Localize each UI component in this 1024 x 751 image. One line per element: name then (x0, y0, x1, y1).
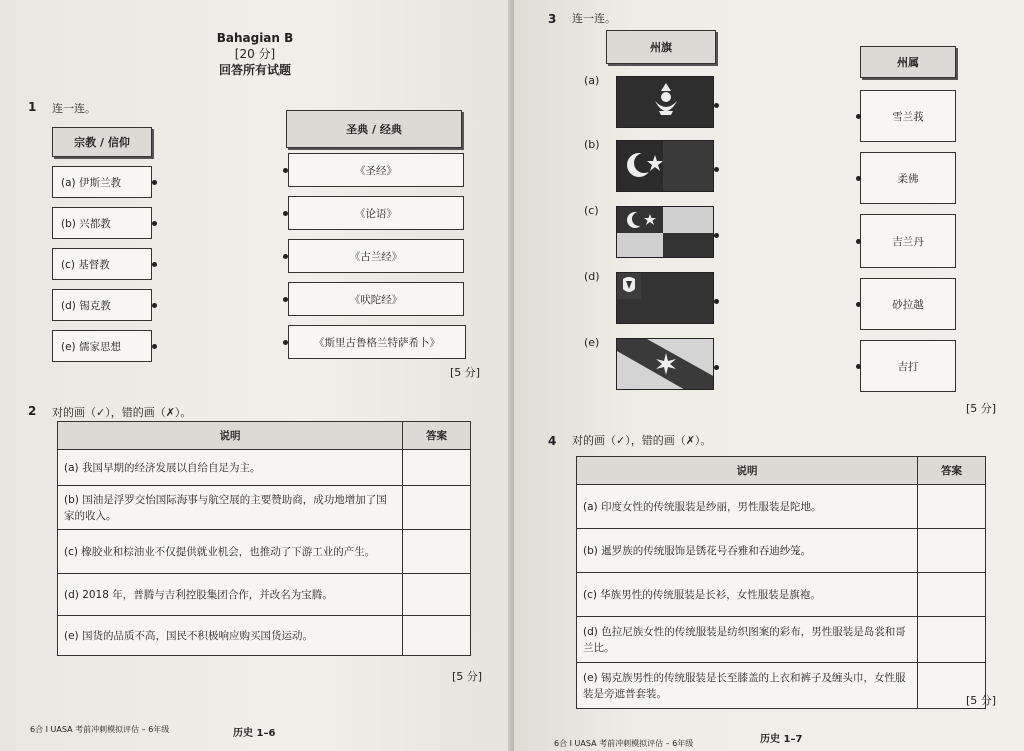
section-title: Bahagian B (216, 31, 294, 45)
q4-statement-e: (e) 锡克族男性的传统服装是长至膝盖的上衣和裤子及缠头巾，女性服装是旁遮普套装。 (577, 663, 918, 709)
q1-connector-dot-a[interactable] (152, 180, 157, 185)
q3-left-header: 州旗 (606, 30, 716, 64)
table-row (58, 530, 471, 574)
q4-statement-b: (b) 暹罗族的传统服饰是锈花号吞雅和吞迪纱笼。 (577, 529, 918, 573)
q1-number: 1 (28, 100, 37, 114)
right-footer-series: 6合 I UASA 考前冲刺模拟评估 – 6年级 (554, 739, 694, 748)
q3-state-1: 雪兰莪 (860, 90, 956, 142)
q4-table-header (577, 457, 986, 485)
flag-sarawak-icon (616, 338, 714, 390)
table-row (58, 574, 471, 616)
q1-scripture-1: 《圣经》 (288, 153, 464, 187)
q3-state-dot-2[interactable] (856, 176, 861, 181)
table-row (577, 485, 986, 529)
right-footer-page: 历史 1–7 (760, 734, 803, 745)
section-heading (195, 30, 315, 78)
q3-flag-label-c: (c) (584, 204, 599, 217)
q1-instruction: 连一连。 (52, 102, 96, 115)
q3-state-4: 砂拉越 (860, 278, 956, 330)
q1-target-dot-1[interactable] (283, 168, 288, 173)
q3-flag-dot-d[interactable] (714, 299, 719, 304)
q3-flag-dot-c[interactable] (714, 233, 719, 238)
table-row (577, 529, 986, 573)
q2-statement-c: (c) 橡胶业和棕油业不仅提供就业机会，也推动了下游工业的产生。 (58, 530, 403, 574)
q4-number: 4 (548, 434, 557, 448)
q1-connector-dot-d[interactable] (152, 303, 157, 308)
q4-answer-cell-a[interactable] (918, 485, 986, 529)
section-instruction: 回答所有试题 (218, 63, 291, 77)
q1-scripture-4: 《吠陀经》 (288, 282, 464, 316)
q2-marks: [5 分] (452, 670, 483, 683)
q1-left-header: 宗教 / 信仰 (52, 127, 152, 157)
q3-instruction: 连一连。 (572, 12, 616, 25)
table-row (58, 616, 471, 656)
q1-target-dot-5[interactable] (283, 340, 288, 345)
flag-kelantan-icon (616, 140, 714, 192)
q4-table (576, 456, 986, 709)
q4-marks: [5 分] (966, 694, 997, 707)
q2-statement-b: (b) 国油是浮罗交怡国际海事与航空展的主要赞助商，成功地增加了国家的收入。 (58, 486, 403, 530)
q1-connector-dot-c[interactable] (152, 262, 157, 267)
q1-target-dot-3[interactable] (283, 254, 288, 259)
q3-flag-label-a: (a) (584, 74, 600, 87)
q3-flag-dot-b[interactable] (714, 167, 719, 172)
table-row (577, 663, 986, 709)
q2-table (57, 421, 471, 656)
q2-instruction: 对的画（✓），错的画（✗）。 (52, 406, 192, 419)
q1-religion-c: (c) 基督教 (52, 248, 152, 280)
right-page (514, 0, 1024, 751)
q4-col-answer: 答案 (918, 457, 986, 485)
flag-kedah-icon (616, 76, 714, 128)
q1-religion-b: (b) 兴都教 (52, 207, 152, 239)
q1-scripture-3: 《古兰经》 (288, 239, 464, 273)
q1-connector-dot-b[interactable] (152, 221, 157, 226)
table-row (58, 450, 471, 486)
q2-statement-e: (e) 国货的品质不高，国民不积极响应购买国货运动。 (58, 616, 403, 656)
table-row (58, 486, 471, 530)
q1-religion-e: (e) 儒家思想 (52, 330, 152, 362)
q1-target-dot-4[interactable] (283, 297, 288, 302)
q3-state-3: 吉兰丹 (860, 214, 956, 268)
q2-answer-cell-a[interactable] (403, 450, 471, 486)
q1-scripture-2: 《论语》 (288, 196, 464, 230)
q3-flag-label-e: (e) (584, 336, 600, 349)
q2-answer-cell-c[interactable] (403, 530, 471, 574)
q1-religion-d: (d) 锡克教 (52, 289, 152, 321)
q4-col-statement: 说明 (577, 457, 918, 485)
q4-answer-cell-d[interactable] (918, 617, 986, 663)
q2-answer-cell-e[interactable] (403, 616, 471, 656)
q3-state-5: 吉打 (860, 340, 956, 392)
q3-state-dot-1[interactable] (856, 114, 861, 119)
q1-target-dot-2[interactable] (283, 211, 288, 216)
q2-col-answer: 答案 (403, 422, 471, 450)
q1-connector-dot-e[interactable] (152, 344, 157, 349)
q1-religion-a: (a) 伊斯兰教 (52, 166, 152, 198)
q1-right-header: 圣典 / 经典 (286, 110, 462, 148)
q1-scripture-5: 《斯里古鲁格兰特萨希卜》 (288, 325, 466, 359)
q2-table-header (58, 422, 471, 450)
q3-right-header: 州属 (860, 46, 956, 78)
left-footer-page: 历史 1–6 (233, 728, 276, 739)
q4-statement-a: (a) 印度女性的传统服装是纱丽，男性服装是陀地。 (577, 485, 918, 529)
q4-statement-c: (c) 华族男性的传统服装是长衫，女性服装是旗袍。 (577, 573, 918, 617)
q4-answer-cell-c[interactable] (918, 573, 986, 617)
flag-selangor-icon (616, 272, 714, 324)
q3-marks: [5 分] (966, 402, 997, 415)
q3-flag-label-b: (b) (584, 138, 600, 151)
left-footer-series: 6合 I UASA 考前冲刺模拟评估 – 6年级 (30, 725, 170, 734)
q3-number: 3 (548, 12, 557, 26)
table-row (577, 573, 986, 617)
q2-col-statement: 说明 (58, 422, 403, 450)
q2-answer-cell-d[interactable] (403, 574, 471, 616)
q4-answer-cell-b[interactable] (918, 529, 986, 573)
q3-state-dot-4[interactable] (856, 302, 861, 307)
q3-state-dot-5[interactable] (856, 364, 861, 369)
flag-johor-icon (616, 206, 714, 258)
q4-instruction: 对的画（✓），错的画（✗）。 (572, 434, 712, 447)
q1-marks: [5 分] (450, 366, 481, 379)
q3-flag-dot-e[interactable] (714, 365, 719, 370)
q3-state-2: 柔佛 (860, 152, 956, 204)
section-marks: [20 分] (234, 47, 276, 61)
q2-number: 2 (28, 404, 37, 418)
q3-flag-label-d: (d) (584, 270, 600, 283)
q2-statement-a: (a) 我国早期的经济发展以自给自足为主。 (58, 450, 403, 486)
q2-answer-cell-b[interactable] (403, 486, 471, 530)
q4-statement-d: (d) 色拉尼族女性的传统服装是纺织图案的彩布，男性服装是岛裳和哥兰比。 (577, 617, 918, 663)
q3-state-dot-3[interactable] (856, 239, 861, 244)
q2-statement-d: (d) 2018 年，普腾与吉利控股集团合作，并改名为宝腾。 (58, 574, 403, 616)
q3-flag-dot-a[interactable] (714, 103, 719, 108)
table-row (577, 617, 986, 663)
